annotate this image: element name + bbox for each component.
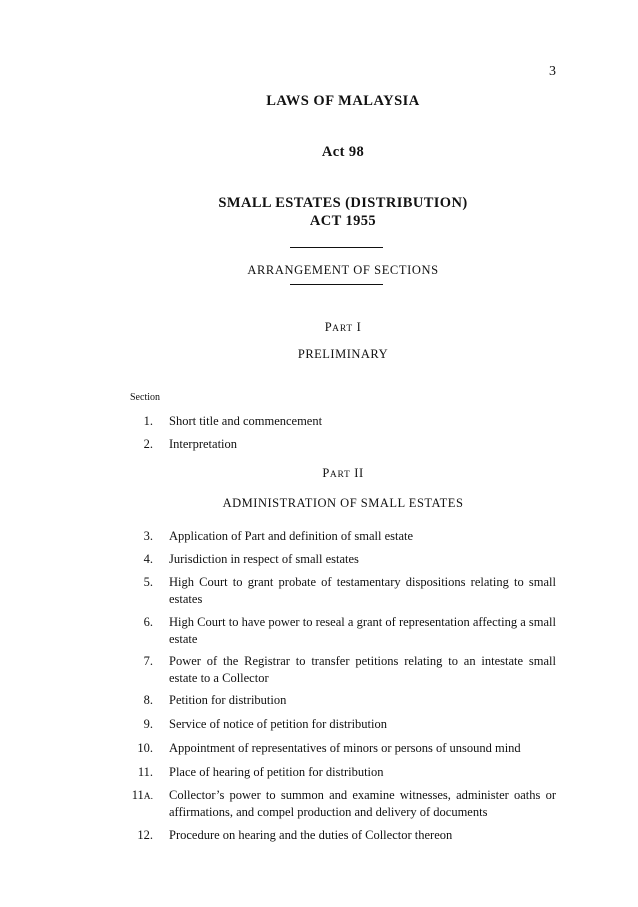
rule-top — [290, 247, 383, 248]
toc-entry-text: Appointment of representatives of minors or persons of unsound mind — [169, 741, 521, 755]
toc-entry-number: 8. — [143, 693, 153, 707]
part-1-label-word-rest: ART — [332, 324, 353, 334]
part-2-label — [130, 466, 556, 481]
part-1-label-word: PART — [324, 320, 353, 334]
toc-entry — [118, 716, 556, 733]
toc-entry — [118, 827, 556, 844]
toc-entry-text: Petition for distribution — [169, 693, 287, 707]
toc-entry-number: 9. — [143, 717, 153, 731]
toc-entry-text: Power of the Registrar to transfer petitions relating to an intestate small estate to a Collector — [169, 654, 556, 685]
page-number: 3 — [549, 64, 556, 79]
toc-entry — [118, 436, 556, 453]
rule-bottom — [290, 284, 383, 285]
act-number: Act 98 — [321, 144, 365, 160]
toc-entry — [118, 764, 556, 781]
part-1-name: PRELIMINARY — [297, 347, 389, 361]
toc-entry-text: Jurisdiction in respect of small estates — [169, 552, 359, 566]
toc-entry-number: 7. — [143, 654, 153, 668]
toc-entry — [118, 653, 556, 687]
toc-entry-number: 4. — [143, 552, 153, 566]
part-1-label — [130, 320, 556, 335]
toc-entry — [118, 551, 556, 568]
part-2-label-word: PART — [322, 466, 351, 480]
toc-entry-text: High Court to grant probate of testamentary dispositions relating to small estates — [169, 575, 556, 606]
part-1-label-num: I — [356, 320, 362, 334]
toc-entry-text: Procedure on hearing and the duties of Collector thereon — [169, 828, 453, 842]
part-2-label-num: II — [354, 466, 364, 480]
part-2-name: ADMINISTRATION OF SMALL ESTATES — [222, 496, 464, 510]
laws-heading: LAWS OF MALAYSIA — [266, 93, 420, 109]
part-2-label-word-rest: ART — [329, 470, 351, 480]
toc-entry — [118, 614, 556, 648]
arrangement-heading: ARRANGEMENT OF SECTIONS — [247, 263, 439, 277]
toc-entry — [118, 787, 556, 821]
act-title — [130, 194, 556, 230]
toc-entry-text: High Court to have power to reseal a grant of representation affecting a small estate — [169, 615, 556, 646]
act-title-line1: SMALL ESTATES (DISTRIBUTION) — [218, 195, 468, 211]
toc-entry-number — [118, 787, 153, 806]
toc-entry-text: Collector’s power to summon and examine witnesses, administer oaths or affirmations, and compel production and delivery of documents — [169, 788, 556, 819]
act-title-line2: ACT 1955 — [309, 213, 377, 229]
toc-entry — [118, 740, 556, 757]
toc-entry-number: 12. — [137, 828, 153, 842]
toc-entry — [118, 574, 556, 608]
toc-entry-number: 3. — [143, 529, 153, 543]
toc-entry-text: Place of hearing of petition for distribution — [169, 765, 384, 779]
toc-entry-number: 6. — [143, 615, 153, 629]
toc-entry-text: Short title and commencement — [169, 414, 323, 428]
toc-entry — [118, 528, 556, 545]
section-column-heading: Section — [130, 392, 160, 403]
toc-entry-text: Service of notice of petition for distribution — [169, 717, 388, 731]
toc-entry-number: 1. — [143, 414, 153, 428]
toc-entry-text: Application of Part and definition of small estate — [169, 529, 414, 543]
toc-entry-number-suffix: A. — [143, 792, 153, 802]
toc-entry-text: Interpretation — [169, 437, 238, 451]
toc-entry-number: 5. — [143, 575, 153, 589]
toc-entry — [118, 692, 556, 709]
toc-entry-number: 10. — [137, 741, 153, 755]
toc-entry — [118, 413, 556, 430]
toc-entry-number: 11. — [137, 765, 153, 779]
toc-entry-number: 2. — [143, 437, 153, 451]
toc-entry-number-main: 11 — [131, 788, 144, 802]
